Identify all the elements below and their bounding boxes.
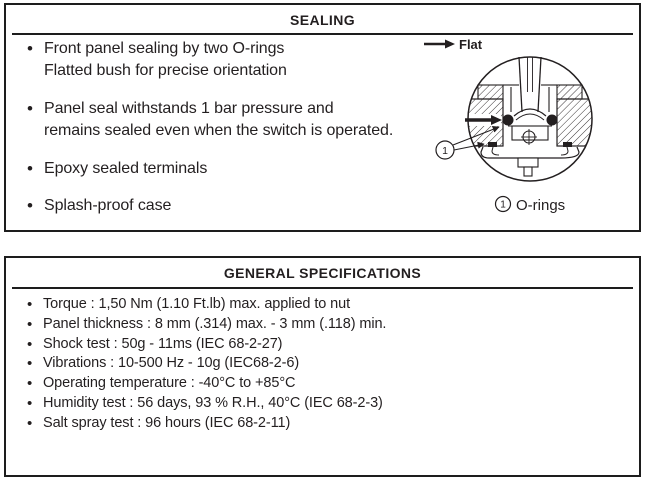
seal-pointer-arrow-icon bbox=[461, 114, 502, 126]
sealing-title: SEALING bbox=[289, 12, 356, 28]
list-item bbox=[27, 295, 627, 315]
bullet-icon: • bbox=[27, 296, 33, 313]
spec-text: Shock test : 50g - 11ms (IEC 68-2-27) bbox=[43, 335, 283, 352]
spec-text: Operating temperature : -40°C to +85°C bbox=[43, 375, 296, 392]
spec-text: Humidity test : 56 days, 93 % R.H., 40°C (IEC 68-2-3) bbox=[43, 394, 383, 411]
bullet-icon: • bbox=[27, 355, 33, 373]
bullet-text: Panel seal withstands 1 bar pressure and bbox=[44, 100, 334, 117]
bullet-icon: • bbox=[27, 39, 33, 58]
bullet-icon: • bbox=[27, 196, 33, 215]
sealing-bullet-list bbox=[27, 38, 452, 217]
bullet-text: Front panel sealing by two O-rings bbox=[44, 40, 285, 57]
list-item bbox=[27, 335, 627, 355]
list-item bbox=[27, 98, 452, 142]
bullet-icon: • bbox=[27, 335, 33, 353]
list-item bbox=[27, 374, 627, 394]
bullet-icon: • bbox=[27, 159, 33, 178]
legend-label: O-rings bbox=[516, 197, 566, 214]
bullet-text: Epoxy sealed terminals bbox=[44, 160, 208, 177]
spec-text: Vibrations : 10-500 Hz - 10g (IEC68-2-6) bbox=[43, 355, 300, 372]
list-item bbox=[27, 158, 452, 180]
general-specifications-title: GENERAL SPECIFICATIONS bbox=[223, 265, 422, 281]
list-item bbox=[27, 394, 627, 414]
oring-right-icon bbox=[547, 115, 558, 126]
list-item bbox=[27, 354, 627, 374]
bullet-text: remains sealed even when the switch is operated. bbox=[44, 122, 394, 139]
list-item bbox=[27, 195, 452, 217]
flat-label: Flat bbox=[459, 37, 483, 52]
bullet-icon: • bbox=[27, 414, 33, 432]
bullet-icon: • bbox=[27, 99, 33, 118]
specs-title-rule bbox=[12, 287, 633, 289]
panel-seal-left bbox=[488, 142, 497, 147]
spec-text: Salt spray test : 96 hours (IEC 68-2-11) bbox=[43, 414, 291, 431]
panel-seal-right bbox=[563, 142, 572, 147]
spec-text: Torque : 1,50 Nm (1.10 Ft.lb) max. applied to nut bbox=[43, 296, 351, 312]
bullet-text: Splash-proof case bbox=[44, 197, 172, 214]
bullet-icon: • bbox=[27, 394, 33, 412]
flat-arrow-icon bbox=[424, 40, 455, 49]
sealing-section bbox=[4, 3, 641, 232]
bullet-text: Flatted bush for precise orientation bbox=[44, 62, 287, 79]
spec-text: Panel thickness : 8 mm (.314) max. - 3 mm (.118) min. bbox=[43, 315, 387, 332]
list-item bbox=[27, 414, 627, 434]
oring-cutaway-diagram bbox=[415, 32, 615, 224]
bullet-icon: • bbox=[27, 375, 33, 393]
legend-orings bbox=[496, 197, 566, 215]
specs-bullet-list bbox=[27, 295, 627, 434]
oring-left-icon bbox=[503, 115, 514, 126]
list-item bbox=[27, 38, 452, 82]
legend-number: 1 bbox=[500, 199, 506, 211]
general-specifications-section bbox=[4, 256, 641, 477]
bullet-icon: • bbox=[27, 315, 33, 333]
callout-number: 1 bbox=[442, 145, 448, 157]
list-item bbox=[27, 315, 627, 335]
